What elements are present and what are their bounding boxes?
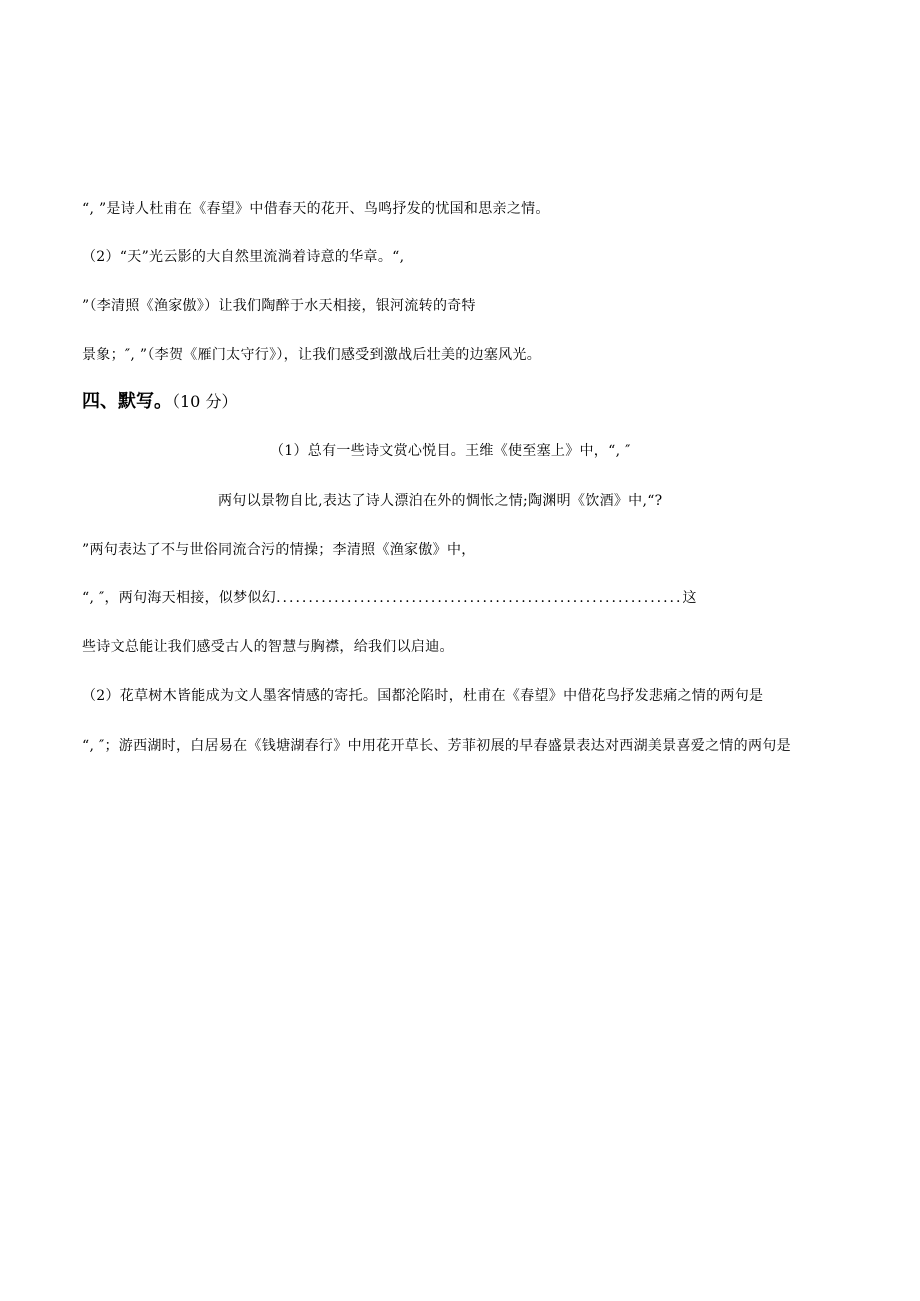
text-line: （2）“天”光云影的大自然里流淌着诗意的华章。“, <box>82 249 405 265</box>
section-title: 四、默写。 <box>82 391 172 412</box>
section-heading <box>82 390 237 414</box>
text-line: “, ″；游西湖时，白居易在《钱塘湖春行》中用花开草长、芳菲初展的早春盛景表达对西湖美景喜爱之情的两句是 <box>82 738 791 754</box>
text-line: （1）总有一些诗文赏心悦目。王维《使至塞上》中，“, ″ <box>270 443 631 459</box>
text-line: 两句以景物自比,表达了诗人漂泊在外的惆怅之情;陶渊明《饮酒》中,“? <box>218 493 663 509</box>
text-line: （2）花草树木皆能成为文人墨客情感的寄托。国都沦陷时，杜甫在《春望》中借花鸟抒发悲痛之情的两句是 <box>82 688 764 704</box>
text-line: “, ”是诗人杜甫在《春望》中借春天的花开、鸟鸣抒发的忧国和思亲之情。 <box>82 201 550 217</box>
text-line: ”两句表达了不与世俗同流合污的情操；李清照《渔家傲》中， <box>82 542 476 558</box>
text-line: 景象；″, ”（李贺《雁门太守行》），让我们感受到激战后壮美的边塞风光。 <box>82 347 542 363</box>
text-segment: “, ″，两句海天相接，似梦似幻 <box>82 590 277 606</box>
text-segment: 这 <box>682 590 697 606</box>
text-line: ”（李清照《渔家傲》）让我们陶醉于水天相接，银河流转的奇特 <box>82 298 476 314</box>
text-line: 些诗文总能让我们感受古人的智慧与胸襟，给我们以启迪。 <box>82 639 454 655</box>
dot-leader: ............................................................... <box>276 590 683 606</box>
text-line <box>82 588 697 608</box>
section-score: （10 分） <box>172 392 238 411</box>
